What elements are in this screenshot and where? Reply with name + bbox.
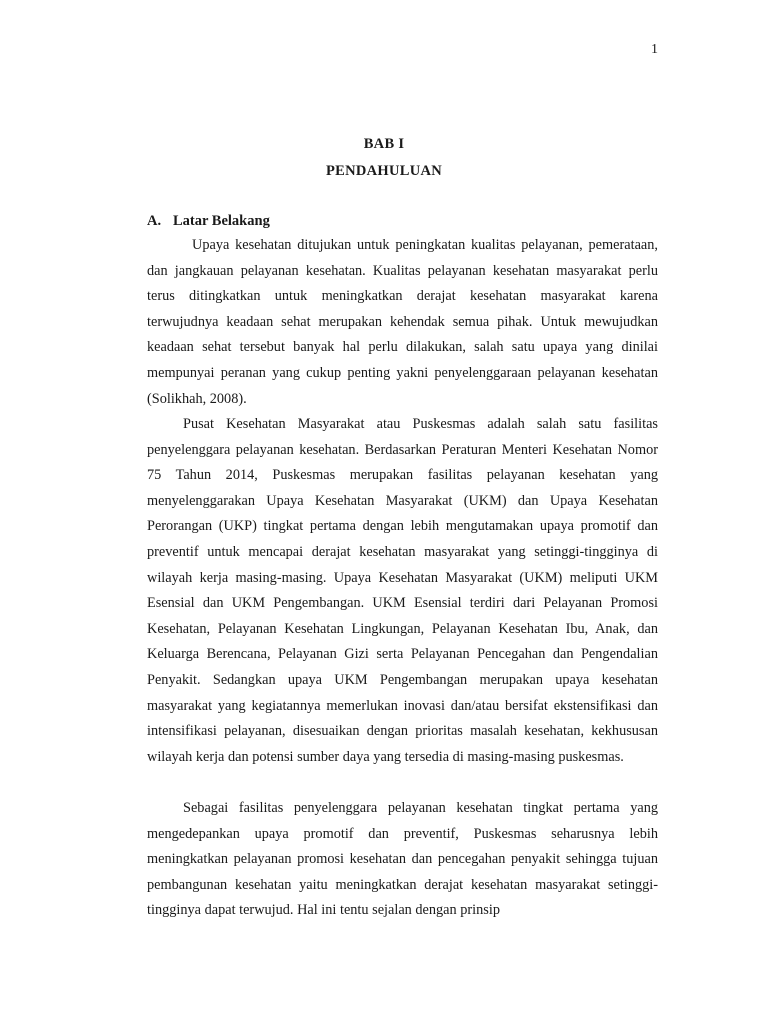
chapter-title: PENDAHULUAN (325, 163, 443, 179)
paragraph-1: Upaya kesehatan ditujukan untuk peningkatan kualitas pelayanan, pemerataan, dan jangkauan pelayanan kesehatan. Kualitas pelayanan kesehatan masyarakat perlu terus ditingkatkan untuk meningkatkan derajat kesehatan masyarakat karena terwujudnya keadaan sehat merupakan kehendak semua pihak. Untuk mewujudkan keadaan sehat tersebut banyak hal perlu dilakukan, salah satu upaya yang dinilai mempunyai peranan yang cukup penting yakni penyelenggaraan pelayanan kesehatan (Solikhah, 2008). (147, 237, 658, 407)
section-heading (147, 213, 270, 230)
section-title: Latar Belakang (173, 213, 270, 229)
paragraph-3: Sebagai fasilitas penyelenggara pelayanan kesehatan tingkat pertama yang mengedepankan upaya promotif dan preventif, Puskesmas seharusnya lebih meningkatkan pelayanan promosi kesehatan dan pencegahan penyakit sehingga tujuan pembangunan kesehatan yaitu meningkatkan derajat kesehatan masyarakat setinggi-tingginya dapat terwujud. Hal ini tentu sejalan dengan prinsip (147, 800, 658, 919)
paragraph-2: Pusat Kesehatan Masyarakat atau Puskesmas adalah salah satu fasilitas penyelenggara pelayanan kesehatan. Berdasarkan Peraturan Menteri Kesehatan Nomor 75 Tahun 2014, Puskesmas merupakan fasilitas pelayanan kesehatan yang menyelenggarakan Upaya Kesehatan Masyarakat (UKM) dan Upaya Kesehatan Perorangan (UKP) tingkat pertama dengan lebih mengutamakan upaya promotif dan preventif untuk mencapai derajat kesehatan masyarakat yang setinggi-tingginya di wilayah kerja masing-masing. Upaya Kesehatan Masyarakat (UKM) meliputi UKM Esensial dan UKM Pengembangan. UKM Esensial terdiri dari Pelayanan Promosi Kesehatan, Pelayanan Kesehatan Lingkungan, Pelayanan Kesehatan Ibu, Anak, dan Keluarga Berencana, Pelayanan Gizi serta Pelayanan Pencegahan dan Pengendalian Penyakit. Sedangkan upaya UKM Pengembangan merupakan upaya kesehatan masyarakat yang kegiatannya memerlukan inovasi dan/atau bersifat ekstensifikasi dan intensifikasi pelayanan, disesuaikan dengan prioritas masalah kesehatan, kekhususan wilayah kerja dan potensi sumber daya yang tersedia di masing-masing puskesmas. (147, 416, 658, 765)
page-number: 1 (651, 42, 658, 57)
chapter-label: BAB I (363, 136, 405, 152)
section-letter: A. (147, 213, 162, 229)
